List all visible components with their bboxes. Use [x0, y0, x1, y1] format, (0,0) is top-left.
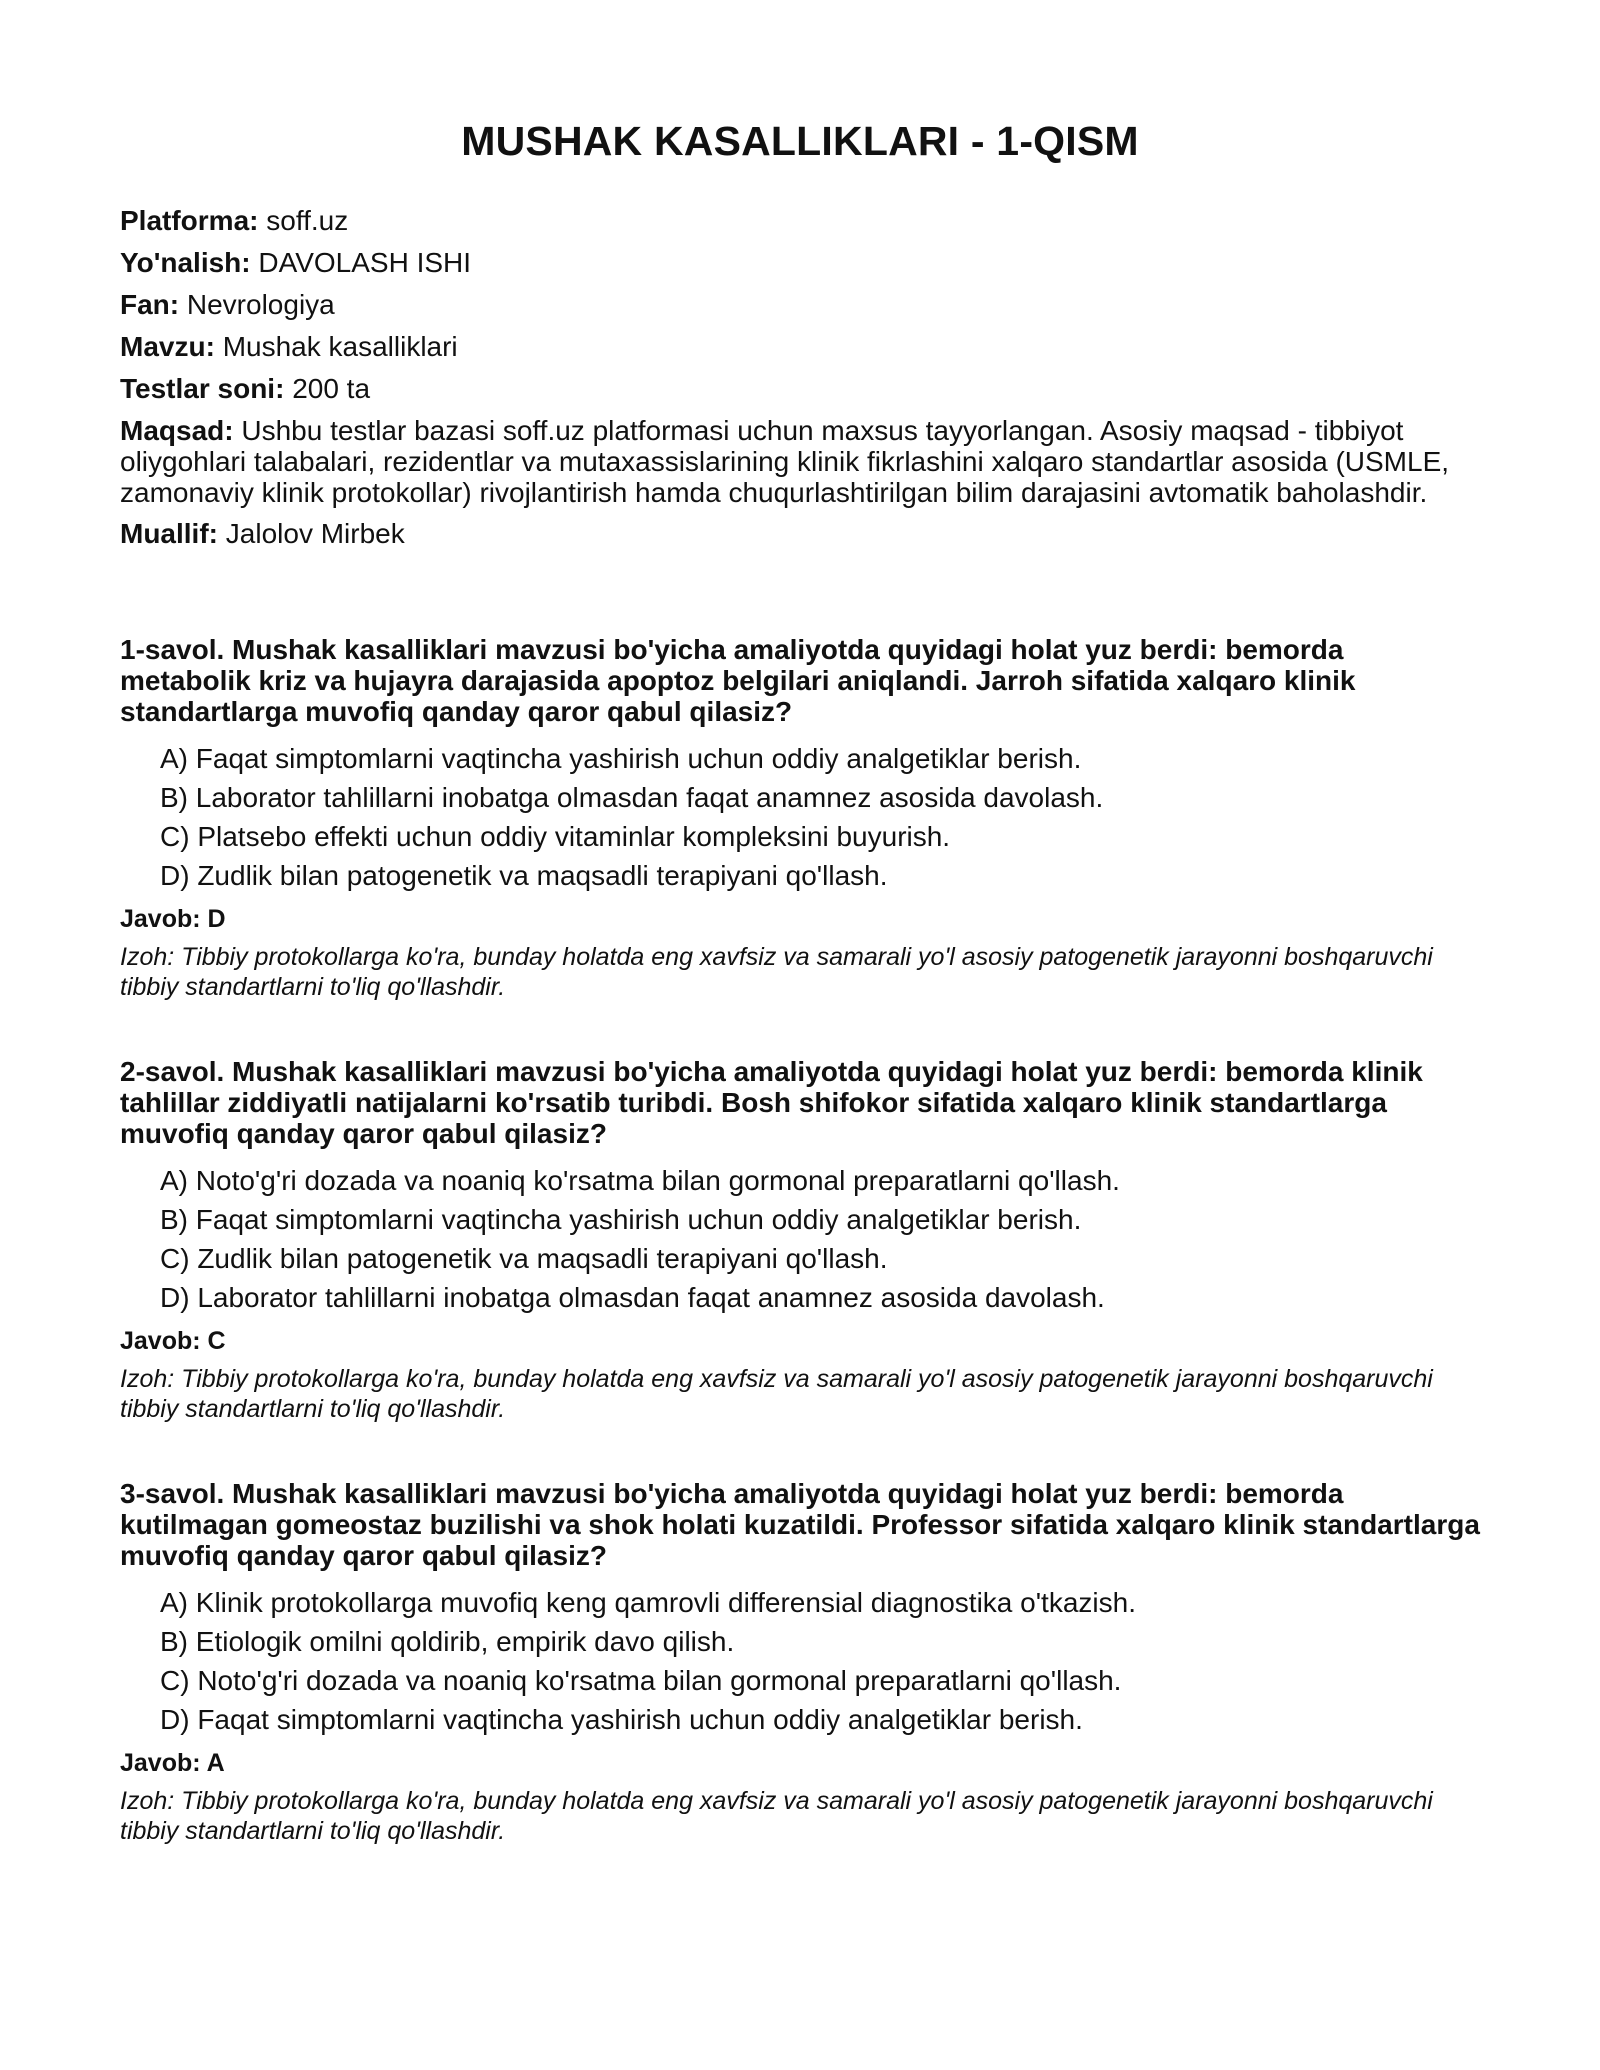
question-text: 2-savol. Mushak kasalliklari mavzusi bo'yicha amaliyotda quyidagi holat yuz berdi: bemorda klinik tahlillar ziddiyatli natijalarni ko'rsatib turibdi. Bosh shifokor sifatida xalqaro klinik standartlarga muvofiq qanday qaror qabul qilasiz?: [120, 1056, 1423, 1149]
answer-text: Javob: A: [120, 1749, 225, 1777]
meta-label: Mavzu:: [120, 331, 215, 362]
question-text: 1-savol. Mushak kasalliklari mavzusi bo'yicha amaliyotda quyidagi holat yuz berdi: bemorda metabolik kriz va hujayra darajasida apoptoz belgilari aniqlandi. Jarroh sifatida xalqaro klinik standartlarga muvofiq qanday qaror qabul qilasiz?: [120, 634, 1356, 727]
meta-maqsad: [120, 415, 1480, 508]
meta-value: Ushbu testlar bazasi soff.uz platformasi uchun maxsus tayyorlangan. Asosiy maqsad - tibbiyot oliygohlari talabalari, rezidentlar va mutaxassislarining klinik fikrlashini xalqaro standartlar asosida (USMLE, zamonaviy klinik protokollar) rivojlantirish hamda chuqurlashtirilgan bilim darajasini avtomatik baholashdir.: [120, 415, 1450, 508]
question-block: [120, 1056, 1480, 1424]
meta-muallif: [120, 518, 1480, 550]
question-text: 3-savol. Mushak kasalliklari mavzusi bo'yicha amaliyotda quyidagi holat yuz berdi: bemorda kutilmagan gomeostaz buzilishi va shok holati kuzatildi. Professor sifatida xalqaro klinik standartlarga muvofiq qanday qaror qabul qilasiz?: [120, 1478, 1480, 1571]
meta-value: DAVOLASH ISHI: [258, 247, 472, 278]
document-meta: [120, 205, 1480, 550]
explanation-text: Izoh: Tibbiy protokollarga ko'ra, bunday holatda eng xavfsiz va samarali yo'l asosiy patogenetik jarayonni boshqaruvchi tibbiy standartlarni to'liq qo'llashdir.: [120, 943, 1433, 1001]
explanation-text: Izoh: Tibbiy protokollarga ko'ra, bunday holatda eng xavfsiz va samarali yo'l asosiy patogenetik jarayonni boshqaruvchi tibbiy standartlarni to'liq qo'llashdir.: [120, 1787, 1433, 1845]
meta-value: soff.uz: [266, 205, 349, 236]
meta-platforma: [120, 205, 1480, 237]
option-item: B) Etiologik omilni qoldirib, empirik davo qilish.: [160, 1626, 735, 1657]
meta-label: Testlar soni:: [120, 373, 285, 404]
options-list: [120, 743, 1480, 892]
option-item: D) Laborator tahlillarni inobatga olmasdan faqat anamnez asosida davolash.: [160, 1282, 1105, 1313]
option-item: A) Noto'g'ri dozada va noaniq ko'rsatma bilan gormonal preparatlarni qo'llash.: [160, 1165, 1120, 1196]
document-title: MUSHAK KASALLIKLARI - 1-QISM: [461, 118, 1139, 164]
option-item: C) Platsebo effekti uchun oddiy vitaminlar kompleksini buyurish.: [160, 821, 951, 852]
meta-label: Muallif:: [120, 518, 218, 549]
option-item: B) Faqat simptomlarni vaqtincha yashirish uchun oddiy analgetiklar berish.: [160, 1204, 1082, 1235]
meta-label: Fan:: [120, 289, 180, 320]
meta-yonalish: [120, 247, 1480, 279]
options-list: [120, 1587, 1480, 1736]
meta-testlar-soni: [120, 373, 1480, 405]
answer-text: Javob: D: [120, 905, 226, 933]
meta-label: Platforma:: [120, 205, 259, 236]
option-item: B) Laborator tahlillarni inobatga olmasdan faqat anamnez asosida davolash.: [160, 782, 1104, 813]
meta-value: Mushak kasalliklari: [222, 331, 458, 362]
option-item: C) Zudlik bilan patogenetik va maqsadli terapiyani qo'llash.: [160, 1243, 888, 1274]
meta-fan: [120, 289, 1480, 321]
meta-mavzu: [120, 331, 1480, 363]
question-block: [120, 634, 1480, 1002]
meta-label: Yo'nalish:: [120, 247, 251, 278]
option-item: C) Noto'g'ri dozada va noaniq ko'rsatma bilan gormonal preparatlarni qo'llash.: [160, 1665, 1122, 1696]
explanation-text: Izoh: Tibbiy protokollarga ko'ra, bunday holatda eng xavfsiz va samarali yo'l asosiy patogenetik jarayonni boshqaruvchi tibbiy standartlarni to'liq qo'llashdir.: [120, 1365, 1433, 1423]
meta-value: 200 ta: [292, 373, 371, 404]
option-item: A) Klinik protokollarga muvofiq keng qamrovli differensial diagnostika o'tkazish.: [160, 1587, 1136, 1618]
questions-list: [120, 634, 1480, 1846]
meta-value: Jalolov Mirbek: [225, 518, 405, 549]
answer-text: Javob: C: [120, 1327, 226, 1355]
option-item: D) Faqat simptomlarni vaqtincha yashirish uchun oddiy analgetiklar berish.: [160, 1704, 1083, 1735]
question-block: [120, 1478, 1480, 1846]
meta-value: Nevrologiya: [186, 289, 335, 320]
option-item: A) Faqat simptomlarni vaqtincha yashirish uchun oddiy analgetiklar berish.: [160, 743, 1082, 774]
options-list: [120, 1165, 1480, 1314]
option-item: D) Zudlik bilan patogenetik va maqsadli terapiyani qo'llash.: [160, 860, 888, 891]
meta-label: Maqsad:: [120, 415, 234, 446]
